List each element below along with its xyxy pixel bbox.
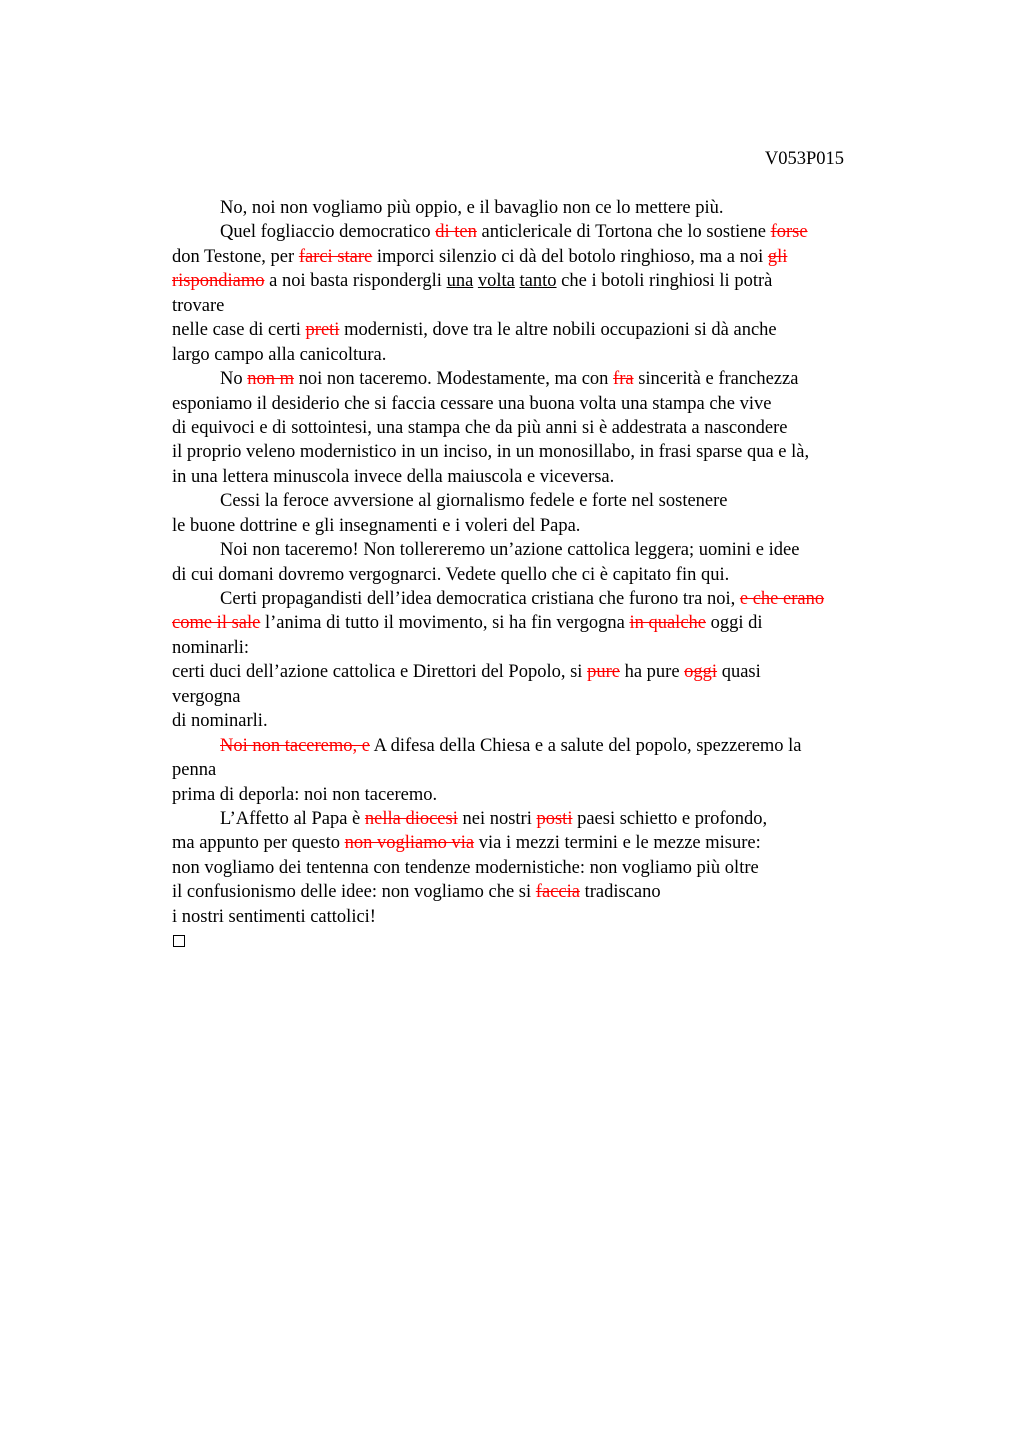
deleted-text: farci stare bbox=[298, 246, 373, 267]
text-segment: non vogliamo dei tentenna con tendenze modernistiche: non vogliamo più oltre bbox=[172, 857, 759, 878]
text-line bbox=[172, 880, 892, 904]
text-line bbox=[172, 783, 892, 807]
text-line bbox=[172, 685, 892, 709]
deleted-text: gli bbox=[767, 246, 788, 267]
text-segment: vergogna bbox=[172, 686, 241, 707]
underlined-text: una bbox=[446, 271, 474, 292]
deleted-text: forse bbox=[770, 222, 808, 243]
text-line bbox=[172, 538, 892, 562]
text-line bbox=[172, 734, 892, 758]
text-segment: sincerità e franchezza bbox=[633, 369, 799, 390]
end-line bbox=[172, 929, 892, 953]
text-line bbox=[172, 489, 892, 513]
text-segment: Cessi la feroce avversione al giornalismo fedele e forte nel sostenere bbox=[220, 491, 728, 512]
text-segment: di nominarli. bbox=[172, 711, 268, 732]
text-segment: imporci silenzio ci dà del botolo ringhioso, ma a noi bbox=[372, 246, 768, 267]
text-segment: don Testone, per bbox=[172, 246, 299, 267]
text-segment: in una lettera minuscola invece della maiuscola e viceversa. bbox=[172, 466, 615, 487]
deleted-text: rispondiamo bbox=[172, 271, 265, 292]
text-line bbox=[172, 416, 892, 440]
text-segment: tradiscano bbox=[579, 882, 661, 903]
deleted-text: oggi bbox=[684, 662, 718, 683]
text-segment: No, noi non vogliamo più oppio, e il bavaglio non ce lo mettere più. bbox=[220, 198, 724, 218]
deleted-text: come il sale bbox=[172, 613, 261, 634]
page-id: V053P015 bbox=[764, 149, 844, 169]
text-segment: di cui domani dovremo vergognarci. Vedete quello che ci è capitato fin qui. bbox=[172, 564, 730, 585]
text-segment: prima di deporla: noi non taceremo. bbox=[172, 784, 438, 805]
text-segment: noi non taceremo. Modestamente, ma con bbox=[294, 369, 614, 390]
text-segment: No bbox=[220, 369, 248, 390]
deleted-text: non vogliamo via bbox=[344, 833, 475, 854]
text-segment: A difesa della Chiesa e a salute del popolo, spezzeremo la bbox=[370, 735, 802, 756]
text-line bbox=[172, 343, 892, 367]
text-line bbox=[172, 440, 892, 464]
deleted-text: pure bbox=[587, 662, 620, 683]
text-line bbox=[172, 245, 892, 269]
text-line bbox=[172, 758, 892, 782]
text-segment: penna bbox=[172, 760, 217, 781]
document-body bbox=[172, 196, 892, 954]
text-segment: quasi bbox=[717, 662, 761, 683]
text-segment: a noi basta rispondergli bbox=[264, 271, 447, 292]
text-line bbox=[172, 636, 892, 660]
text-line bbox=[172, 514, 892, 538]
text-segment: esponiamo il desiderio che si faccia cessare una buona volta una stampa che vive bbox=[172, 393, 772, 414]
text-line bbox=[172, 367, 892, 391]
text-segment: il proprio veleno modernistico in un inciso, in un monosillabo, in frasi sparse qua e là, bbox=[172, 442, 810, 463]
underlined-text: volta bbox=[477, 271, 515, 292]
deleted-text: non m bbox=[247, 369, 295, 390]
text-segment: oggi di bbox=[706, 613, 763, 634]
text-segment: L’Affetto al Papa è bbox=[220, 808, 365, 829]
text-segment: via i mezzi termini e le mezze misure: bbox=[474, 833, 761, 854]
deleted-text: fra bbox=[613, 369, 634, 390]
text-segment: Quel fogliaccio democratico bbox=[220, 222, 436, 243]
text-line bbox=[172, 318, 892, 342]
text-segment: le buone dottrine e gli insegnamenti e i voleri del Papa. bbox=[172, 515, 581, 536]
deleted-text: preti bbox=[305, 320, 340, 341]
text-segment: il confusionismo delle idee: non vogliamo che si bbox=[172, 882, 536, 903]
text-segment: ma appunto per questo bbox=[172, 833, 345, 854]
text-line bbox=[172, 611, 892, 635]
text-segment: modernisti, dove tra le altre nobili occupazioni si dà anche bbox=[339, 320, 777, 341]
deleted-text: faccia bbox=[535, 882, 580, 903]
text-line bbox=[172, 660, 892, 684]
text-line bbox=[172, 856, 892, 880]
text-line bbox=[172, 220, 892, 244]
text-line bbox=[172, 563, 892, 587]
text-segment: anticlericale di Tortona che lo sostiene bbox=[476, 222, 771, 243]
text-segment: nominarli: bbox=[172, 637, 250, 658]
end-box-icon bbox=[173, 935, 185, 947]
deleted-text: nella diocesi bbox=[364, 808, 458, 829]
text-line bbox=[172, 465, 892, 489]
text-segment: nei nostri bbox=[457, 808, 537, 829]
deleted-text: e che erano bbox=[739, 589, 825, 609]
text-line bbox=[172, 905, 892, 929]
text-line bbox=[172, 587, 892, 611]
deleted-text: posti bbox=[536, 808, 573, 829]
underlined-text: tanto bbox=[519, 271, 557, 292]
text-segment: Certi propagandisti dell’idea democratica cristiana che furono tra noi, bbox=[220, 589, 740, 609]
text-line bbox=[172, 294, 892, 318]
text-line bbox=[172, 392, 892, 416]
text-line bbox=[172, 831, 892, 855]
text-segment: ha pure bbox=[619, 662, 685, 683]
text-segment: nelle case di certi bbox=[172, 320, 306, 341]
text-segment: certi duci dell’azione cattolica e Direttori del Popolo, si bbox=[172, 662, 588, 683]
text-line bbox=[172, 807, 892, 831]
text-segment: trovare bbox=[172, 295, 225, 316]
text-segment: Noi non taceremo! Non tollereremo un’azione cattolica leggera; uomini e idee bbox=[220, 540, 800, 561]
deleted-text: Noi non taceremo, e bbox=[220, 735, 370, 756]
text-segment: largo campo alla canicoltura. bbox=[172, 344, 387, 365]
text-segment: di equivoci e di sottointesi, una stampa che da più anni si è addestrata a nascondere bbox=[172, 417, 788, 438]
text-line bbox=[172, 269, 892, 293]
text-segment: l’anima di tutto il movimento, si ha fin vergogna bbox=[260, 613, 630, 634]
text-line bbox=[172, 709, 892, 733]
text-line bbox=[172, 196, 892, 220]
text-segment: paesi schietto e profondo, bbox=[572, 808, 768, 829]
text-segment: i nostri sentimenti cattolici! bbox=[172, 906, 376, 927]
deleted-text: in qualche bbox=[629, 613, 706, 634]
text-segment: che i botoli ringhiosi li potrà bbox=[556, 271, 773, 292]
deleted-text: di ten bbox=[435, 222, 477, 243]
